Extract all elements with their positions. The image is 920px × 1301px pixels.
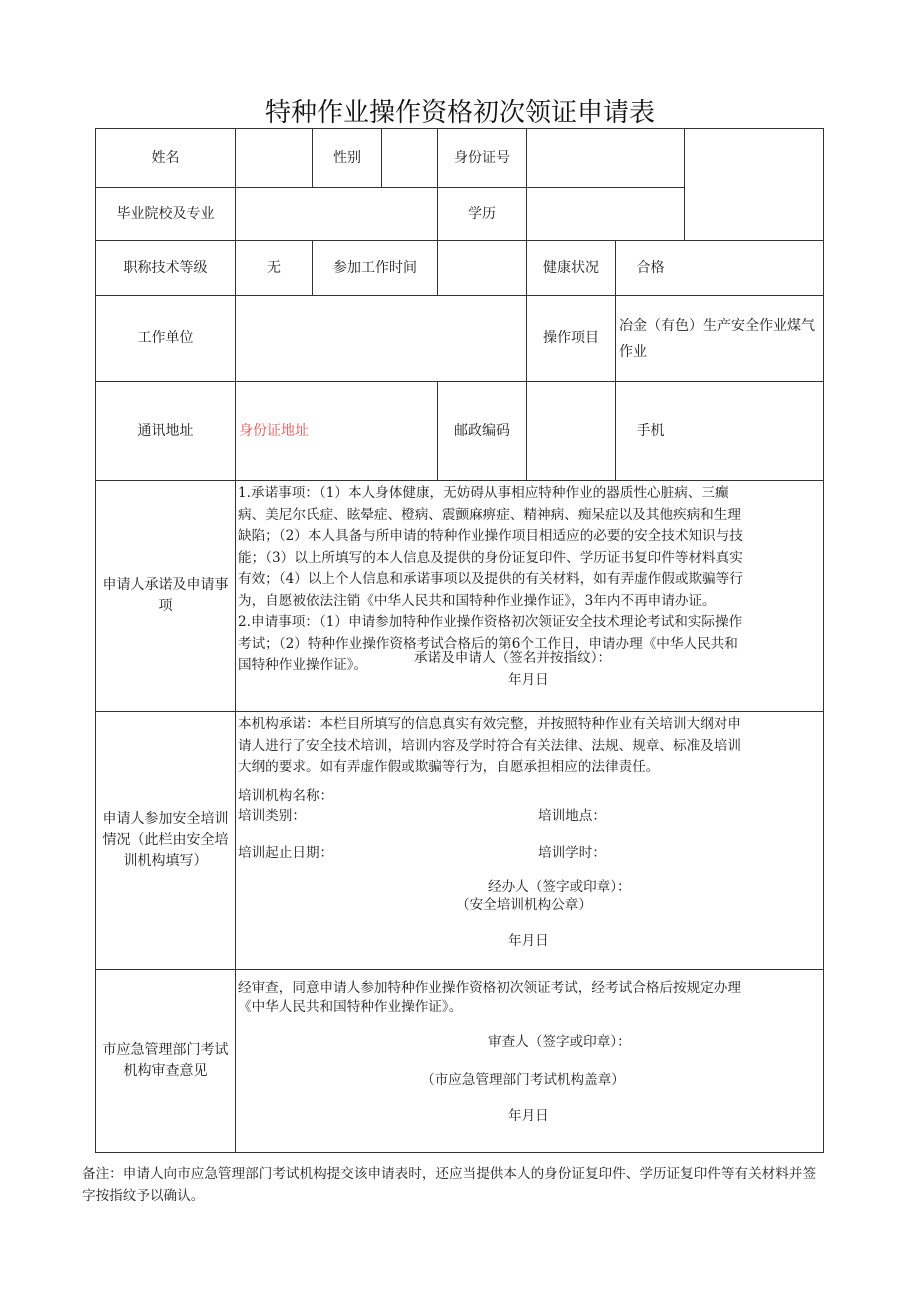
education-label: 学历 (468, 205, 496, 222)
training-org-name[interactable]: 培训机构名称： (238, 788, 334, 804)
operation-value-text: 冶金（有色）生产安全作业煤气作业 (619, 317, 815, 360)
review-label-text: 市应急管理部门考试机构审查意见 (102, 1042, 229, 1079)
commitment-line: 为，自愿被依法注销《中华人民共和国特种作业操作证》，3年内不再申请办证。 (238, 592, 716, 609)
health-label: 健康状况 (543, 259, 599, 276)
commitment-line: 能；（3）以上所填写的本人信息及提供的身份证复印件、学历证书复印件等材料真实 (238, 549, 743, 566)
employer-label: 工作单位 (137, 330, 194, 346)
address-value[interactable]: 身份证地址 (239, 422, 309, 439)
education-field[interactable] (527, 188, 684, 240)
commitment-line: 缺陷；（2）本人具备与所申请的特种作业操作项目相适应的必要的安全技术知识与技 (238, 528, 743, 544)
title-level-label: 职称技术等级 (123, 259, 208, 276)
health-value[interactable]: 合格 (636, 259, 665, 276)
table-border-bottom (95, 1152, 824, 1153)
review-line: 经审查，同意申请人参加特种作业操作资格初次领证考试，经考试合格后按规定办理 (238, 980, 741, 996)
employer-field[interactable] (236, 296, 526, 381)
name-field[interactable] (236, 129, 312, 187)
commitment-line: 考试；（2）特种作业操作资格考试合格后的第6个工作日，申请办理《中华人民共和 (238, 635, 738, 652)
training-handler[interactable]: 经办人（签字或印章）： (488, 879, 631, 895)
commitment-line: 病、美尼尔氏症、眩晕症、橙病、震颤麻痹症、精神病、痴呆症以及其他疾病和生理 (238, 506, 741, 523)
review-seal: （市应急管理部门考试机构盖章） (421, 1072, 625, 1088)
page-title: 特种作业操作资格初次领证申请表 (264, 98, 655, 128)
review-reviewer[interactable]: 审查人（签字或印章）： (488, 1034, 631, 1050)
gender-label: 性别 (333, 149, 361, 166)
training-period[interactable]: 培训起止日期： (238, 845, 334, 861)
title-level-value[interactable]: 无 (267, 259, 281, 276)
school-field[interactable] (236, 188, 437, 240)
training-location[interactable]: 培训地点： (538, 808, 606, 824)
phone-field[interactable] (685, 382, 823, 480)
address-label: 通讯地址 (137, 422, 194, 439)
review-date[interactable]: 年月日 (508, 1108, 549, 1124)
commitment-date[interactable]: 年月日 (508, 672, 549, 688)
commitment-line: 国特种作业操作证》。 (238, 657, 368, 673)
operation-label: 操作项目 (543, 330, 599, 346)
commitment-signer[interactable]: 承诺及申请人（签名并按指纹）： (414, 650, 612, 666)
school-label: 毕业院校及专业 (116, 205, 215, 222)
training-label (100, 712, 231, 969)
training-category[interactable]: 培训类别： (238, 808, 306, 824)
postcode-field[interactable] (527, 382, 615, 480)
commitment-label-text: 申请人承诺及申请事项 (102, 577, 229, 614)
operation-value[interactable] (616, 296, 823, 381)
photo-area[interactable] (685, 129, 823, 240)
training-commit-line: 请人进行了安全技术培训，培训内容及学时符合有关法律、法规、规章、标准及培训 (238, 737, 741, 754)
training-label-text: 申请人参加安全培训情况（此栏由安全培训机构填写） (102, 811, 229, 869)
commitment-line: 2.申请事项：（1）申请参加特种作业操作资格初次领证安全技术理论考试和实际操作 (238, 614, 743, 630)
review-line: 《中华人民共和国特种作业操作证》。 (238, 999, 463, 1015)
training-hours[interactable]: 培训学时： (538, 845, 606, 861)
gender-field[interactable] (382, 129, 437, 187)
work-time-field[interactable] (438, 241, 526, 295)
commitment-line: 有效；（4）以上个人信息和承诺事项以及提供的有关材料，如有弄虚作假或欺骗等行 (238, 571, 743, 587)
id-number-label: 身份证号 (454, 149, 510, 166)
training-seal: （安全培训机构公章） (456, 897, 592, 913)
training-date[interactable]: 年月日 (508, 933, 549, 949)
id-number-field[interactable] (527, 129, 684, 187)
footnote: 备注：申请人向市应急管理部门考试机构提交该申请表时，还应当提供本人的身份证复印件、学历证复印件等有关材料并签字按指纹予以确认。 (82, 1166, 817, 1204)
table-border-right (823, 128, 824, 1153)
phone-label: 手机 (636, 422, 665, 439)
commitment-line: 1.承诺事项：（1）本人身体健康，无妨碍从事相应特种作业的器质性心脏病、三癫 (238, 485, 729, 501)
training-commit-line: 本机构承诺：本栏目所填写的信息真实有效完整，并按照特种作业有关培训大纲对申 (238, 716, 741, 732)
work-time-label: 参加工作时间 (333, 259, 417, 276)
postcode-label: 邮政编码 (454, 422, 510, 439)
review-label (100, 970, 231, 1152)
commitment-label (100, 481, 231, 711)
training-commit-line: 大纲的要求。如有弄虚作假或欺骗等行为，自愿承担相应的法律责任。 (238, 759, 660, 775)
name-label: 姓名 (151, 149, 180, 166)
